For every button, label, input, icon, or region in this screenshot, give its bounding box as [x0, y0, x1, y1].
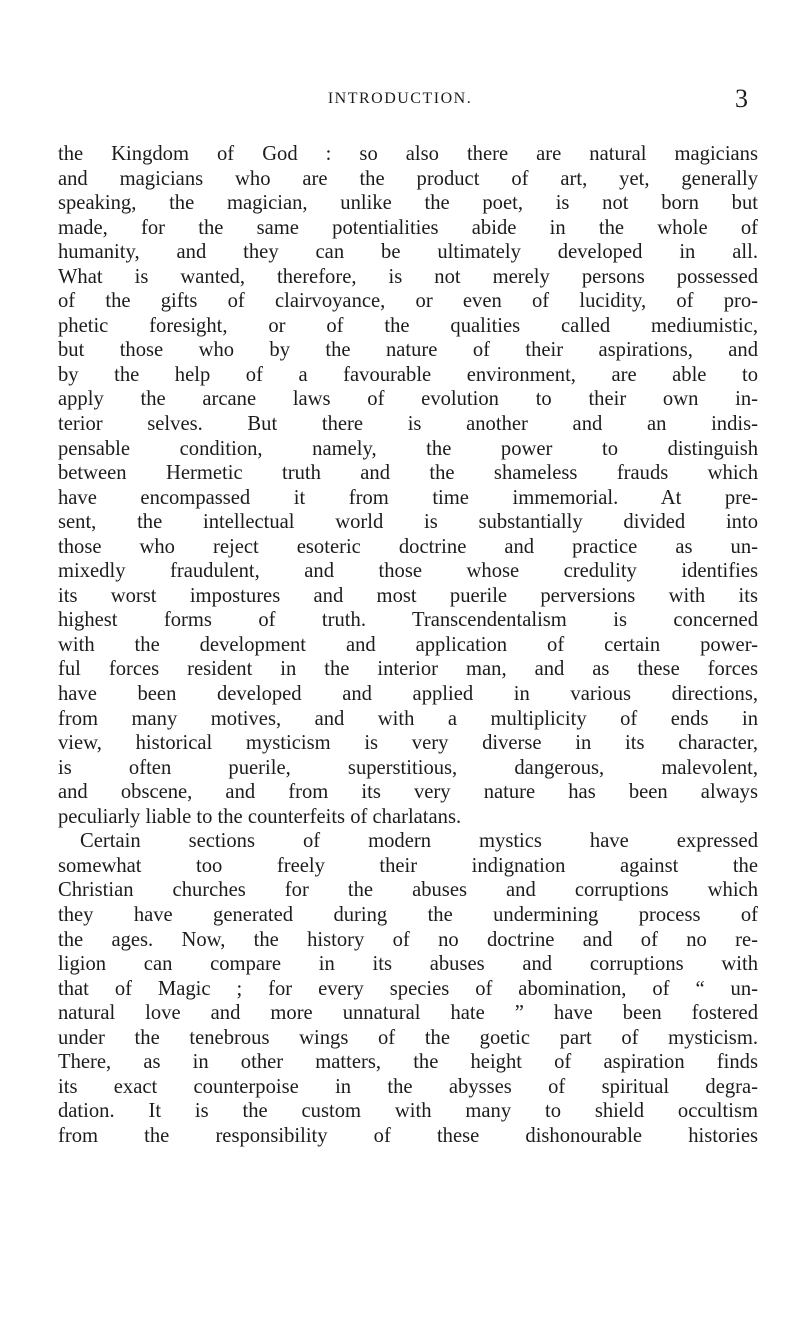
text-line: and obscene, and from its very nature has been always — [58, 781, 758, 804]
text-line: highest forms of truth. Transcendentalism is concerned — [58, 609, 758, 632]
text-line: mixedly fraudulent, and those whose credulity identifies — [58, 560, 758, 583]
text-line: humanity, and they can be ultimately developed in all. — [58, 241, 758, 264]
text-line: Certain sections of modern mystics have expressed — [80, 830, 758, 853]
page-header — [0, 84, 800, 118]
text-line: natural love and more unnatural hate ” have been fostered — [58, 1002, 758, 1025]
text-line: but those who by the nature of their aspirations, and — [58, 339, 758, 362]
text-line: its exact counterpoise in the abysses of spiritual degra- — [58, 1075, 758, 1098]
text-line: Christian churches for the abuses and corruptions which — [58, 879, 758, 902]
text-line: made, for the same potentialities abide in the whole of — [58, 216, 758, 239]
text-line: somewhat too freely their indignation against the — [58, 854, 758, 877]
body-text — [58, 142, 758, 1148]
text-line: view, historical mysticism is very diverse in its character, — [58, 732, 758, 755]
text-line: There, as in other matters, the height of aspiration finds — [58, 1051, 758, 1074]
text-line: dation. It is the custom with many to shield occultism — [58, 1100, 758, 1123]
text-line: by the help of a favourable environment, are able to — [58, 363, 758, 386]
text-line: from many motives, and with a multiplicity of ends in — [58, 707, 758, 730]
text-line: is often puerile, superstitious, dangerous, malevolent, — [58, 756, 758, 779]
text-line: peculiarly liable to the counterfeits of charlatans. — [58, 805, 462, 828]
text-line: ligion can compare in its abuses and corruptions with — [58, 953, 758, 976]
text-line: those who reject esoteric doctrine and practice as un- — [58, 535, 758, 558]
text-line: have encompassed it from time immemorial. At pre- — [58, 486, 758, 509]
text-line: have been developed and applied in various directions, — [58, 683, 758, 706]
text-line: pensable condition, namely, the power to distinguish — [58, 437, 758, 460]
page-number: 3 — [735, 84, 748, 113]
text-line: between Hermetic truth and the shameless frauds which — [58, 462, 758, 485]
text-line: ful forces resident in the interior man, and as these forces — [58, 658, 758, 681]
text-line: phetic foresight, or of the qualities called mediumistic, — [58, 314, 758, 337]
text-line: the Kingdom of God : so also there are natural magicians — [58, 143, 758, 165]
text-line: speaking, the magician, unlike the poet, is not born but — [58, 192, 758, 215]
text-line: its worst impostures and most puerile perversions with its — [58, 584, 758, 607]
text-line: with the development and application of certain power- — [58, 633, 758, 656]
running-head: INTRODUCTION. — [327, 90, 473, 107]
text-line: the ages. Now, the history of no doctrine and of no re- — [58, 928, 758, 951]
text-line: that of Magic ; for every species of abomination, of “ un- — [58, 977, 758, 1000]
text-line: and magicians who are the product of art, yet, generally — [58, 167, 758, 190]
text-line: of the gifts of clairvoyance, or even of lucidity, of pro- — [58, 290, 758, 313]
text-line: they have generated during the undermining process of — [58, 903, 758, 926]
text-line: What is wanted, therefore, is not merely persons possessed — [58, 265, 758, 288]
text-line: terior selves. But there is another and an indis- — [58, 413, 758, 436]
text-line: apply the arcane laws of evolution to their own in- — [58, 388, 758, 411]
text-line: sent, the intellectual world is substantially divided into — [58, 511, 758, 534]
text-line: from the responsibility of these dishonourable histories — [58, 1124, 758, 1147]
text-line: under the tenebrous wings of the goetic part of mysticism. — [58, 1026, 758, 1049]
